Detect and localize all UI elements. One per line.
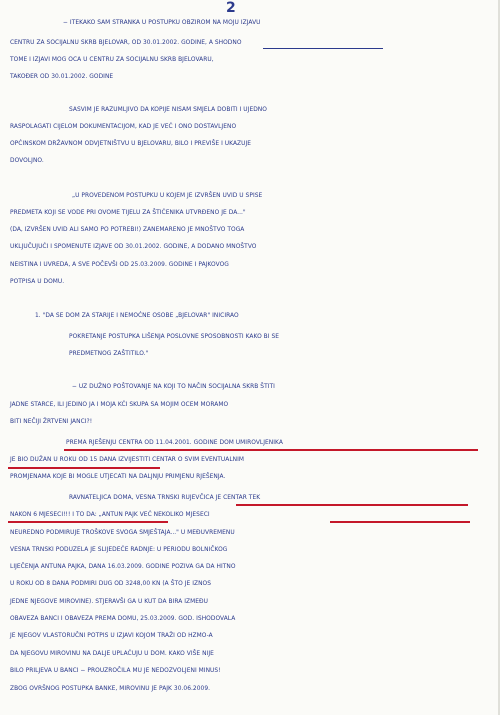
text-line: RAVNATELJICA DOMA, VESNA TRNSKI RUJEVČICA JE CENTAR TEK xyxy=(69,495,261,501)
text-line: TAKOĐER OD 30.01.2002. GODINE xyxy=(10,74,114,80)
text-line: JADNE STARCE, ILI JEDINO JA I MOJA KĆI SKUPA SA MOJIM OCEM MORAMO xyxy=(10,402,229,408)
text-line: PREDMETA KOJI SE VODE PRI OVOME TIJELU ZA ŠTIĆENIKA UTVRĐENO JE DA..." xyxy=(10,210,246,216)
text-line: POKRETANJE POSTUPKA LIŠENJA POSLOVNE SPOSOBNOSTI KAKO BI SE xyxy=(69,334,280,340)
text-line: POTPISA U DOMU. xyxy=(10,279,65,285)
text-line: JEDNE NJEGOVE MIROVINE). STJERAVŠI GA U KUT DA BIRA IZMEĐU xyxy=(10,599,209,605)
text-line: „U PROVEDENOM POSTUPKU U KOJEM JE IZVRŠEN UVID U SPISE xyxy=(72,193,263,199)
text-line: U ROKU OD 8 DANA PODMIRI DUG OD 3248,00 KN (A ŠTO JE IZNOS xyxy=(10,581,212,587)
text-line: RASPOLAGATI CIJELOM DOKUMENTACIJOM, KAD JE VEĆ I ONO DOSTAVLJENO xyxy=(10,124,237,130)
text-line: JE BIO DUŽAN U ROKU OD 15 DANA IZVIJESTITI CENTAR O SVIM EVENTUALNIM xyxy=(10,457,245,463)
text-line: OPĆINSKOM DRŽAVNOM ODVJETNIŠTVU U BJELOVARU, BILO I PREVIŠE I UKAZUJE xyxy=(10,141,252,147)
text-line: ZBOG OVRŠNOG POSTUPKA BANKE, MIROVINU JE PAJK 30.06.2009. xyxy=(10,686,211,692)
red-underline-2 xyxy=(8,467,160,469)
text-line: OBAVEZA BANCI I OBAVEZA PREMA DOMU, 25.03.2009. GOD. ISHODOVALA xyxy=(10,616,236,622)
text-line: PREMA RJEŠENJU CENTRA OD 11.04.2001. GODINE DOM UMIROVLJENIKA xyxy=(66,440,283,446)
text-line: NAKON 6 MJESECI!!! I TO DA: „ANTUN PAJK VEĆ NEKOLIKO MJESECI xyxy=(10,512,210,518)
red-underline-4 xyxy=(8,521,168,523)
text-line: TOME I IZJAVI MOG OCA U CENTRU ZA SOCIJALNU SKRB BJELOVARU, xyxy=(10,57,214,63)
text-line: JE NJEGOV VLASTORUČNI POTPIS U IZJAVI KOJOM TRAŽI OD HZMO-A xyxy=(10,633,213,639)
page-number: 2 xyxy=(226,0,236,16)
text-line: PREDMETNOG ZAŠTITILO." xyxy=(69,351,149,357)
text-line: VESNA TRNSKI PODUZELA JE SLIJEDEĆE RADNJE: U PERIODU BOLNIČKOG xyxy=(10,547,228,553)
text-line: BILO PRILJEVA U BANCI − PROUZROČILA MU JE NEDOZVOLJENI MINUS! xyxy=(10,668,221,674)
text-line: LIJEČENJA ANTUNA PAJKA, DANA 16.03.2009. GODINE POZIVA GA DA HITNO xyxy=(10,564,236,570)
text-line: UKLJUČUJUĆI I SPOMENUTE IZJAVE OD 30.01.2002. GODINE, A DODANO MNOŠTVO xyxy=(10,244,257,250)
red-underline-1 xyxy=(64,449,478,451)
text-line: − UZ DUŽNO POŠTOVANJE NA KOJI TO NAČIN SOCIJALNA SKRB ŠTITI xyxy=(72,384,275,390)
text-line: NEUREDNO PODMIRUJE TROŠKOVE SVOGA SMJEŠTAJA..." U MEĐUVREMENU xyxy=(10,530,235,536)
text-line: CENTRU ZA SOCIJALNU SKRB BJELOVAR, OD 30.01.2002. GODINE, A SHODNO xyxy=(10,40,242,46)
text-line: − ITEKAKO SAM STRANKA U POSTUPKU OBZIROM NA MOJU IZJAVU xyxy=(63,20,261,26)
red-underline-5 xyxy=(330,521,470,523)
text-line: DOVOLJNO. xyxy=(10,158,44,164)
text-line: BITI NEČIJI ŽRTVENI JANCI?! xyxy=(10,419,93,425)
date-underline xyxy=(263,48,383,49)
text-line: (DA, IZVRŠEN UVID ALI SAMO PO POTREBI!) ZANEMARENO JE MNOŠTVO TOGA xyxy=(10,227,245,233)
text-line: 1. "DA SE DOM ZA STARIJE I NEMOĆNE OSOBE „BJELOVAR" INICIRAO xyxy=(35,313,239,319)
text-line: NEISTINA I UVREDA, A SVE POČEVŠI OD 25.03.2009. GODINE I PAJKOVOG xyxy=(10,262,229,268)
text-line: PROMJENAMA KOJE BI MOGLE UTJECATI NA DALJNJU PRIMJENU RJEŠENJA. xyxy=(10,474,226,480)
red-underline-3 xyxy=(236,504,468,506)
text-line: SASVIM JE RAZUMLJIVO DA KOPIJE NISAM SMJELA DOBITI I UJEDNO xyxy=(69,107,267,113)
text-line: DA NJEGOVU MIROVINU NA DALJE UPLAĆUJU U DOM. KAKO VIŠE NIJE xyxy=(10,651,214,657)
